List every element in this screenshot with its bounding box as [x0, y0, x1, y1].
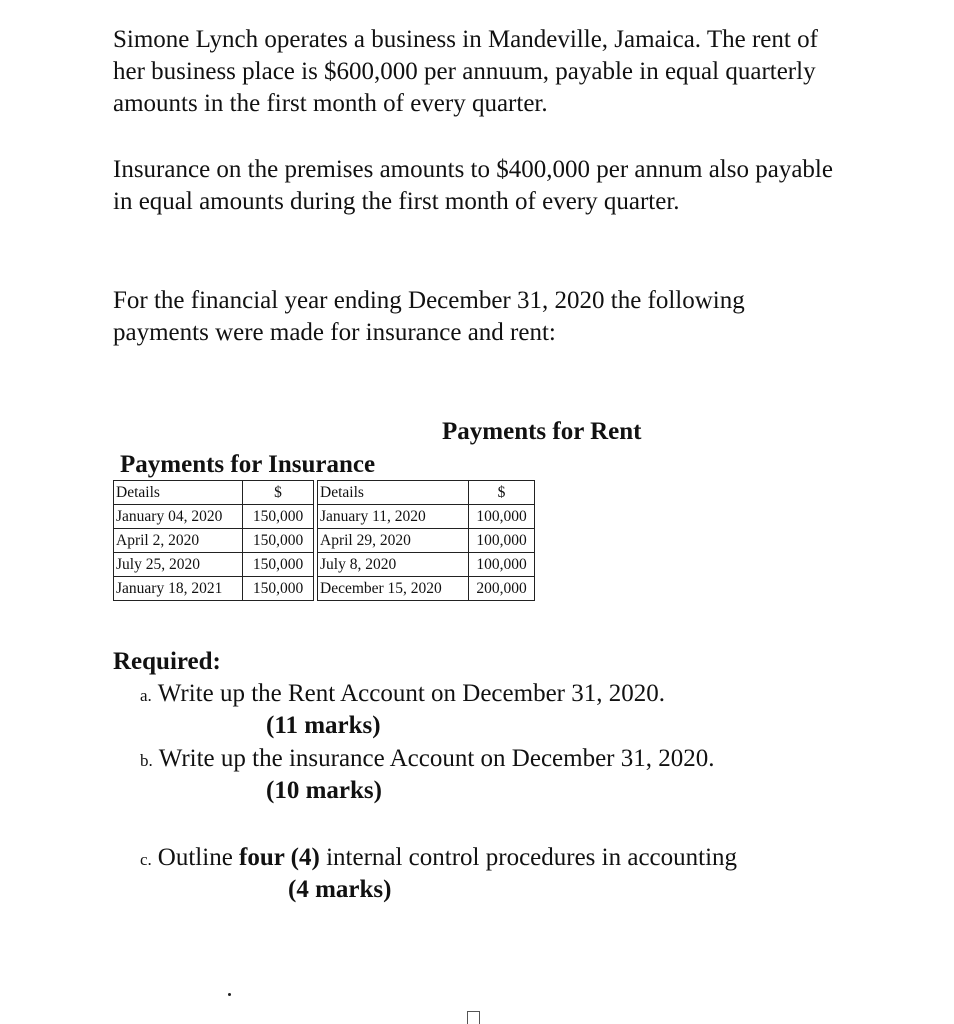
question-b-marks: (10 marks) — [266, 777, 382, 804]
question-c — [140, 842, 737, 876]
question-b — [140, 743, 715, 777]
question-marker: a. — [140, 686, 152, 705]
insurance-date: July 25, 2020 — [114, 553, 243, 577]
rent-date: July 8, 2020 — [318, 553, 469, 577]
header-rent-details: Details — [318, 481, 469, 505]
question-text-bold: four (4) — [239, 844, 320, 871]
question-text: Write up the insurance Account on December 31, 2020. — [158, 745, 715, 772]
header-rent-amount: $ — [469, 481, 535, 505]
question-marker: c. — [140, 850, 152, 869]
rent-amount: 200,000 — [469, 577, 535, 601]
question-text: Write up the Rent Account on December 31, 2020. — [157, 680, 665, 707]
header-insurance-details: Details — [114, 481, 243, 505]
rent-date: January 11, 2020 — [318, 505, 469, 529]
insurance-date: January 18, 2021 — [114, 577, 243, 601]
rent-payments-heading: Payments for Rent — [442, 418, 642, 445]
rent-amount: 100,000 — [469, 529, 535, 553]
question-a-marks: (11 marks) — [266, 712, 381, 739]
intro-paragraph-payments: For the financial year ending December 31, 2020 the following payments were made for insurance and rent: — [113, 287, 745, 346]
table-row — [114, 529, 535, 553]
question-a — [140, 678, 665, 712]
rent-amount: 100,000 — [469, 553, 535, 577]
intro-paragraph-insurance: Insurance on the premises amounts to $400,000 per annum also payable in equal amounts during the first month of every quarter. — [113, 156, 833, 215]
payments-table — [113, 480, 535, 601]
table-row — [114, 577, 535, 601]
stray-dot — [228, 993, 231, 996]
insurance-payments-heading: Payments for Insurance — [120, 451, 376, 478]
insurance-amount: 150,000 — [243, 505, 314, 529]
table-row — [114, 505, 535, 529]
insurance-date: January 04, 2020 — [114, 505, 243, 529]
checkbox-icon — [467, 1011, 480, 1024]
rent-amount: 100,000 — [469, 505, 535, 529]
insurance-amount: 150,000 — [243, 553, 314, 577]
question-c-marks: (4 marks) — [288, 876, 392, 903]
required-heading: Required: — [113, 648, 221, 675]
question-text-before: Outline — [157, 844, 233, 871]
insurance-amount: 150,000 — [243, 577, 314, 601]
table-header-row — [114, 481, 535, 505]
question-marker: b. — [140, 751, 153, 770]
insurance-amount: 150,000 — [243, 529, 314, 553]
intro-paragraph-rent: Simone Lynch operates a business in Mandeville, Jamaica. The rent of her business place is $600,000 per annuum, payable in equal quarterly amounts in the first month of every quarter. — [113, 26, 818, 117]
question-text-after: internal control procedures in accounting — [326, 844, 738, 871]
header-insurance-amount: $ — [243, 481, 314, 505]
rent-date: April 29, 2020 — [318, 529, 469, 553]
table-row — [114, 553, 535, 577]
rent-date: December 15, 2020 — [318, 577, 469, 601]
insurance-date: April 2, 2020 — [114, 529, 243, 553]
